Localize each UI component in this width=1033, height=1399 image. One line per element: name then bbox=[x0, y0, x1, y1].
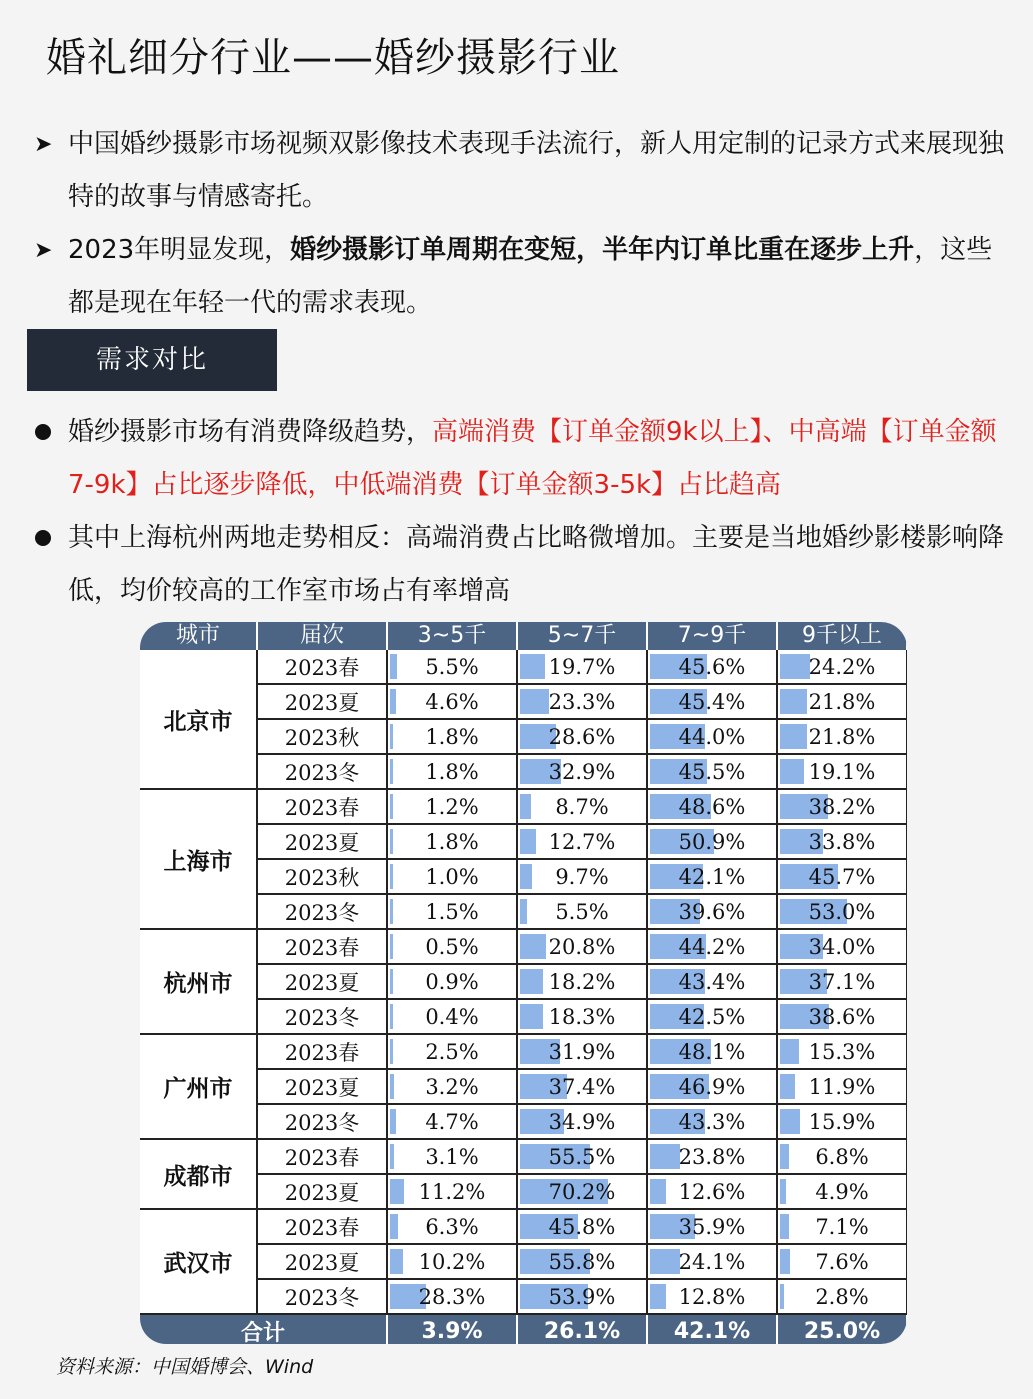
data-bar bbox=[650, 1144, 680, 1169]
value-label: 31.9% bbox=[548, 1039, 616, 1064]
value-cell bbox=[647, 1034, 777, 1069]
bullet-text: 中国婚纱摄影市场视频双影像技术表现手法流行，新人用定制的记录方式来展现独特的故事与情感寄托。 bbox=[68, 129, 1005, 212]
bullet-text-pre: 2023年明显发现， bbox=[68, 235, 291, 265]
page-title: 婚礼细分行业——婚纱摄影行业 bbox=[46, 35, 620, 81]
value-label: 44.2% bbox=[678, 934, 746, 959]
value-cell bbox=[647, 894, 777, 929]
season-cell: 2023冬 bbox=[257, 754, 387, 789]
data-bar bbox=[780, 759, 804, 784]
data-bar bbox=[390, 794, 393, 819]
value-label: 5.5% bbox=[555, 899, 609, 924]
value-label: 34.0% bbox=[808, 934, 876, 959]
data-bar bbox=[780, 1214, 789, 1239]
value-cell bbox=[387, 1209, 517, 1244]
value-label: 48.6% bbox=[678, 794, 746, 819]
value-label: 42.5% bbox=[678, 1004, 746, 1029]
dot-bullet-icon bbox=[35, 530, 51, 546]
value-cell bbox=[777, 964, 907, 999]
value-cell bbox=[387, 859, 517, 894]
value-cell bbox=[387, 754, 517, 789]
value-cell bbox=[387, 789, 517, 824]
value-cell bbox=[647, 1209, 777, 1244]
header-7-9k: 7~9千 bbox=[647, 622, 777, 650]
table-row bbox=[140, 789, 907, 824]
value-label: 53.9% bbox=[548, 1284, 616, 1309]
value-cell bbox=[777, 1279, 907, 1314]
value-cell bbox=[647, 964, 777, 999]
data-bar bbox=[390, 1214, 398, 1239]
season-cell: 2023夏 bbox=[257, 684, 387, 719]
value-label: 1.8% bbox=[425, 829, 479, 854]
value-cell bbox=[777, 859, 907, 894]
value-label: 35.9% bbox=[678, 1214, 746, 1239]
value-label: 23.3% bbox=[548, 689, 616, 714]
value-cell bbox=[777, 650, 907, 684]
value-label: 70.2% bbox=[548, 1179, 616, 1204]
data-bar bbox=[390, 829, 393, 854]
season-cell: 2023夏 bbox=[257, 964, 387, 999]
value-label: 24.1% bbox=[678, 1249, 746, 1274]
value-label: 45.4% bbox=[678, 689, 746, 714]
value-label: 6.3% bbox=[425, 1214, 479, 1239]
value-label: 4.9% bbox=[815, 1179, 869, 1204]
bullet-text-bold: 婚纱摄影订单周期在变短，半年内订单比重在逐步上升 bbox=[290, 235, 915, 265]
value-label: 1.0% bbox=[425, 864, 479, 889]
value-cell bbox=[777, 1139, 907, 1174]
value-label: 4.6% bbox=[425, 689, 479, 714]
data-bar bbox=[520, 1004, 543, 1029]
table-row bbox=[140, 1209, 907, 1244]
table-row bbox=[140, 650, 907, 684]
value-cell bbox=[517, 894, 647, 929]
data-bar bbox=[390, 934, 393, 959]
value-label: 9.7% bbox=[555, 864, 609, 889]
value-label: 15.3% bbox=[808, 1039, 876, 1064]
value-label: 44.0% bbox=[678, 724, 746, 749]
value-label: 46.9% bbox=[678, 1074, 746, 1099]
value-cell bbox=[777, 999, 907, 1034]
arrow-bullet-icon: ➤ bbox=[34, 238, 53, 263]
value-label: 7.6% bbox=[815, 1249, 869, 1274]
value-cell bbox=[777, 754, 907, 789]
value-cell bbox=[517, 1104, 647, 1139]
value-cell bbox=[777, 684, 907, 719]
header-3-5k: 3~5千 bbox=[387, 622, 517, 650]
value-cell bbox=[387, 1034, 517, 1069]
data-bar bbox=[780, 654, 810, 679]
data-bar bbox=[390, 1004, 393, 1029]
header-city: 城市 bbox=[140, 622, 257, 650]
season-cell: 2023冬 bbox=[257, 999, 387, 1034]
value-label: 37.4% bbox=[548, 1074, 616, 1099]
value-label: 43.3% bbox=[678, 1109, 746, 1134]
value-cell bbox=[777, 1209, 907, 1244]
season-cell: 2023春 bbox=[257, 929, 387, 964]
value-cell bbox=[647, 754, 777, 789]
value-cell bbox=[647, 1279, 777, 1314]
data-bar bbox=[390, 1039, 393, 1064]
data-bar bbox=[780, 1039, 799, 1064]
data-bar bbox=[520, 794, 531, 819]
value-cell bbox=[387, 1244, 517, 1279]
source-note: 资料来源：中国婚博会、Wind bbox=[56, 1356, 314, 1378]
bullet-text: 其中上海杭州两地走势相反：高端消费占比略微增加。主要是当地婚纱影楼影响降低，均价较高的工作室市场占有率增高 bbox=[68, 523, 1005, 606]
data-bar bbox=[390, 724, 393, 749]
value-label: 32.9% bbox=[548, 759, 616, 784]
data-bar bbox=[520, 829, 536, 854]
data-bar bbox=[390, 1074, 394, 1099]
value-label: 19.1% bbox=[808, 759, 876, 784]
table-total-row bbox=[140, 1314, 907, 1344]
value-cell bbox=[777, 1034, 907, 1069]
value-label: 45.6% bbox=[678, 654, 746, 679]
table-header-row bbox=[140, 622, 907, 650]
season-cell: 2023春 bbox=[257, 650, 387, 684]
value-label: 10.2% bbox=[418, 1249, 486, 1274]
value-cell bbox=[647, 789, 777, 824]
value-label: 2.8% bbox=[815, 1284, 869, 1309]
data-bar bbox=[780, 724, 807, 749]
season-cell: 2023夏 bbox=[257, 1174, 387, 1209]
city-cell: 杭州市 bbox=[140, 929, 257, 1034]
comparison-bullets bbox=[30, 406, 1020, 618]
bullet-text-post: ，这些都是现在年轻一代的需求表现。 bbox=[68, 235, 993, 318]
value-cell bbox=[387, 894, 517, 929]
section-tag: 需求对比 bbox=[27, 329, 277, 391]
value-label: 15.9% bbox=[808, 1109, 876, 1134]
data-bar bbox=[780, 689, 807, 714]
value-label: 24.2% bbox=[808, 654, 876, 679]
value-cell bbox=[387, 1104, 517, 1139]
value-cell bbox=[777, 894, 907, 929]
value-label: 0.5% bbox=[425, 934, 479, 959]
value-cell bbox=[647, 1244, 777, 1279]
value-cell bbox=[517, 1034, 647, 1069]
data-bar bbox=[650, 1284, 666, 1309]
value-label: 33.8% bbox=[808, 829, 876, 854]
value-label: 12.8% bbox=[678, 1284, 746, 1309]
value-label: 11.2% bbox=[418, 1179, 486, 1204]
value-cell bbox=[647, 1069, 777, 1104]
value-cell bbox=[387, 964, 517, 999]
data-bar bbox=[520, 969, 543, 994]
data-bar bbox=[390, 1109, 396, 1134]
value-cell bbox=[517, 1139, 647, 1174]
value-cell bbox=[777, 719, 907, 754]
value-cell bbox=[387, 824, 517, 859]
value-cell bbox=[387, 929, 517, 964]
value-label: 50.9% bbox=[678, 829, 746, 854]
value-cell bbox=[387, 650, 517, 684]
data-bar bbox=[780, 1179, 786, 1204]
data-bar bbox=[390, 1179, 404, 1204]
data-bar bbox=[390, 689, 396, 714]
value-cell bbox=[647, 1174, 777, 1209]
value-label: 11.9% bbox=[808, 1074, 876, 1099]
data-bar bbox=[520, 899, 527, 924]
season-cell: 2023夏 bbox=[257, 1069, 387, 1104]
value-label: 3.2% bbox=[425, 1074, 479, 1099]
data-bar bbox=[780, 1109, 800, 1134]
bullet-text-pre: 婚纱摄影市场有消费降级趋势， bbox=[68, 417, 433, 447]
value-cell bbox=[647, 650, 777, 684]
season-cell: 2023冬 bbox=[257, 1104, 387, 1139]
value-cell bbox=[647, 684, 777, 719]
price-distribution-table bbox=[140, 622, 907, 1344]
season-cell: 2023春 bbox=[257, 1034, 387, 1069]
data-bar bbox=[780, 1074, 795, 1099]
value-cell bbox=[517, 824, 647, 859]
value-label: 12.6% bbox=[678, 1179, 746, 1204]
data-bar bbox=[390, 1144, 394, 1169]
value-cell bbox=[517, 684, 647, 719]
value-cell bbox=[777, 1104, 907, 1139]
value-label: 1.8% bbox=[425, 724, 479, 749]
value-cell bbox=[777, 1174, 907, 1209]
value-cell bbox=[387, 999, 517, 1034]
value-label: 21.8% bbox=[808, 724, 876, 749]
value-label: 48.1% bbox=[678, 1039, 746, 1064]
total-9k-plus: 25.0% bbox=[777, 1314, 907, 1344]
value-label: 2.5% bbox=[425, 1039, 479, 1064]
value-cell bbox=[387, 1279, 517, 1314]
season-cell: 2023春 bbox=[257, 789, 387, 824]
value-cell bbox=[647, 1139, 777, 1174]
table-row bbox=[140, 1034, 907, 1069]
data-bar bbox=[520, 689, 549, 714]
bullet-text-highlight: 高端消费【订单金额9k以上】、中高端【订单金额7-9k】占比逐步降低，中低端消费【订单金额3-5k】占比趋高 bbox=[68, 417, 997, 500]
value-label: 7.1% bbox=[815, 1214, 869, 1239]
data-bar bbox=[390, 969, 393, 994]
value-label: 19.7% bbox=[548, 654, 616, 679]
season-cell: 2023冬 bbox=[257, 894, 387, 929]
value-label: 5.5% bbox=[425, 654, 479, 679]
value-label: 1.2% bbox=[425, 794, 479, 819]
value-label: 53.0% bbox=[808, 899, 876, 924]
value-cell bbox=[647, 1104, 777, 1139]
value-cell bbox=[517, 999, 647, 1034]
total-label: 合计 bbox=[140, 1314, 387, 1344]
value-cell bbox=[517, 719, 647, 754]
city-cell: 北京市 bbox=[140, 650, 257, 789]
value-label: 4.7% bbox=[425, 1109, 479, 1134]
data-bar bbox=[390, 864, 393, 889]
header-9k-plus: 9千以上 bbox=[777, 622, 907, 650]
value-cell bbox=[777, 929, 907, 964]
value-label: 20.8% bbox=[548, 934, 616, 959]
city-cell: 武汉市 bbox=[140, 1209, 257, 1314]
value-cell bbox=[777, 1069, 907, 1104]
value-cell bbox=[387, 719, 517, 754]
total-3-5k: 3.9% bbox=[387, 1314, 517, 1344]
city-cell: 成都市 bbox=[140, 1139, 257, 1209]
value-cell bbox=[777, 789, 907, 824]
bullet-item bbox=[30, 224, 1005, 330]
data-bar bbox=[780, 1144, 789, 1169]
value-cell bbox=[517, 1174, 647, 1209]
value-label: 43.4% bbox=[678, 969, 746, 994]
city-cell: 上海市 bbox=[140, 789, 257, 929]
season-cell: 2023夏 bbox=[257, 1244, 387, 1279]
value-label: 12.7% bbox=[548, 829, 616, 854]
value-cell bbox=[777, 1244, 907, 1279]
value-label: 45.8% bbox=[548, 1214, 616, 1239]
season-cell: 2023秋 bbox=[257, 719, 387, 754]
season-cell: 2023春 bbox=[257, 1209, 387, 1244]
bullet-item bbox=[30, 406, 1020, 512]
value-label: 34.9% bbox=[548, 1109, 616, 1134]
value-cell bbox=[517, 1069, 647, 1104]
total-7-9k: 42.1% bbox=[647, 1314, 777, 1344]
season-cell: 2023夏 bbox=[257, 824, 387, 859]
value-label: 45.5% bbox=[678, 759, 746, 784]
data-bar bbox=[390, 899, 393, 924]
data-bar bbox=[520, 654, 545, 679]
value-label: 45.7% bbox=[808, 864, 876, 889]
table-row bbox=[140, 929, 907, 964]
value-cell bbox=[517, 859, 647, 894]
total-5-7k: 26.1% bbox=[517, 1314, 647, 1344]
bullet-item bbox=[30, 118, 1005, 224]
value-label: 3.1% bbox=[425, 1144, 479, 1169]
intro-bullets bbox=[30, 118, 1005, 330]
value-cell bbox=[647, 999, 777, 1034]
value-label: 6.8% bbox=[815, 1144, 869, 1169]
value-cell bbox=[517, 964, 647, 999]
value-label: 1.5% bbox=[425, 899, 479, 924]
value-label: 0.4% bbox=[425, 1004, 479, 1029]
value-label: 1.8% bbox=[425, 759, 479, 784]
season-cell: 2023秋 bbox=[257, 859, 387, 894]
value-label: 38.2% bbox=[808, 794, 876, 819]
value-cell bbox=[517, 1209, 647, 1244]
value-label: 21.8% bbox=[808, 689, 876, 714]
data-bar bbox=[390, 654, 397, 679]
season-cell: 2023冬 bbox=[257, 1279, 387, 1314]
bullet-item bbox=[30, 512, 1020, 618]
dot-bullet-icon bbox=[35, 424, 51, 440]
value-label: 55.5% bbox=[548, 1144, 616, 1169]
value-label: 18.3% bbox=[548, 1004, 616, 1029]
value-cell bbox=[517, 789, 647, 824]
season-cell: 2023春 bbox=[257, 1139, 387, 1174]
value-label: 42.1% bbox=[678, 864, 746, 889]
data-bar bbox=[650, 1249, 680, 1274]
data-bar bbox=[650, 1179, 666, 1204]
value-label: 8.7% bbox=[555, 794, 609, 819]
value-cell bbox=[647, 719, 777, 754]
value-cell bbox=[647, 929, 777, 964]
value-cell bbox=[517, 754, 647, 789]
data-bar bbox=[780, 1249, 790, 1274]
value-cell bbox=[517, 1279, 647, 1314]
data-bar bbox=[780, 1284, 784, 1309]
arrow-bullet-icon: ➤ bbox=[34, 132, 53, 157]
value-cell bbox=[517, 929, 647, 964]
value-label: 28.6% bbox=[548, 724, 616, 749]
data-bar bbox=[390, 1249, 403, 1274]
value-label: 0.9% bbox=[425, 969, 479, 994]
value-cell bbox=[387, 1174, 517, 1209]
header-season: 届次 bbox=[257, 622, 387, 650]
value-cell bbox=[517, 650, 647, 684]
value-label: 55.8% bbox=[548, 1249, 616, 1274]
value-label: 28.3% bbox=[418, 1284, 486, 1309]
value-label: 39.6% bbox=[678, 899, 746, 924]
city-cell: 广州市 bbox=[140, 1034, 257, 1139]
header-5-7k: 5~7千 bbox=[517, 622, 647, 650]
value-cell bbox=[647, 824, 777, 859]
value-label: 37.1% bbox=[808, 969, 876, 994]
value-cell bbox=[777, 824, 907, 859]
value-cell bbox=[387, 684, 517, 719]
value-cell bbox=[387, 1069, 517, 1104]
data-bar bbox=[390, 759, 393, 784]
value-cell bbox=[517, 1244, 647, 1279]
value-label: 38.6% bbox=[808, 1004, 876, 1029]
value-label: 18.2% bbox=[548, 969, 616, 994]
data-bar bbox=[520, 864, 532, 889]
value-cell bbox=[647, 859, 777, 894]
data-bar bbox=[520, 934, 546, 959]
value-label: 23.8% bbox=[678, 1144, 746, 1169]
table-row bbox=[140, 1139, 907, 1174]
value-cell bbox=[387, 1139, 517, 1174]
